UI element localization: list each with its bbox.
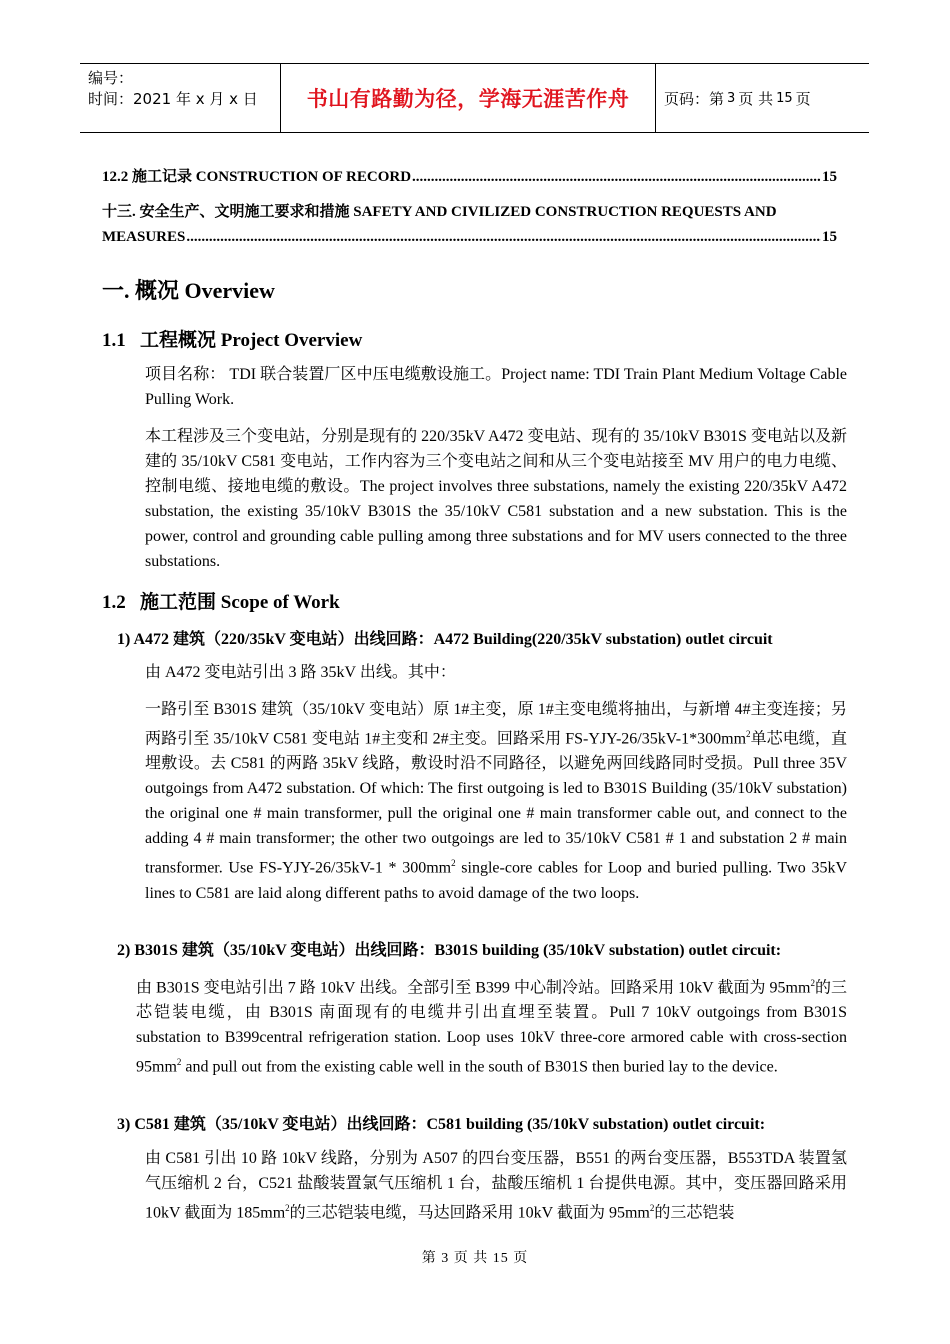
superscript: 2 <box>176 1057 182 1068</box>
item-heading-c581: 3) C581 建筑（35/10kV 变电站）出线回路：C581 building (35/10kV substation) outlet circuit: <box>117 1116 766 1133</box>
page-suffix: 页 <box>795 89 811 108</box>
subsection-title: 工程概况 Project Overview <box>140 330 363 351</box>
item-heading-b301s: 2) B301S 建筑（35/10kV 变电站）出线回路：B301S building (35/10kV substation) outlet circuit: <box>117 942 782 959</box>
subsection-number: 1.1 <box>102 330 126 351</box>
toc-entry-text-line1: 十三. 安全生产、文明施工要求和措施 SAFETY AND CIVILIZED CONSTRUCTION REQUESTS AND <box>102 204 777 220</box>
page-current: 3 <box>727 90 736 106</box>
text-run: single-core cables for Loop and buried pulling. Two 35kV lines to C581 are laid along different paths to avoid damage of the two loops. <box>145 859 847 902</box>
text-run: 由 C581 引出 10 路 10kV 线路，分别为 A507 的四台变压器，B551 的两台变压器，B553TDA 装置氢气压缩机 2 台，C521 盐酸装置氯气压缩机 1 台，盐酸压缩机 1 台提供电源。其中，变压器回路采用 10kV 截面为 185mm <box>145 1150 847 1222</box>
toc-entry-text: 12.2 施工记录 CONSTRUCTION OF RECORD <box>102 169 412 185</box>
paragraph-a472-detail <box>145 697 847 906</box>
page-total: 15 <box>776 90 793 106</box>
superscript: 2 <box>810 978 815 988</box>
superscript: 2 <box>649 1203 655 1213</box>
page-prefix: 页码：第 <box>664 89 725 108</box>
text-run: 的三芯铠装 <box>654 1204 735 1222</box>
toc-entry-13[interactable] <box>102 200 837 250</box>
paragraph-b301s-detail <box>136 971 847 1080</box>
toc-entry-12-2[interactable] <box>102 165 837 190</box>
toc-leader <box>412 165 821 190</box>
toc-entry-page: 15 <box>822 169 837 185</box>
text-run: 的三芯铠装电缆，马达回路采用 10kV 截面为 95mm <box>289 1204 650 1222</box>
superscript: 2 <box>451 858 456 869</box>
date-line: 时间：2021 年 x 月 x 日 <box>88 90 258 108</box>
text-run: 单芯电缆，直埋敷设。去 C581 的两路 35kV 线路，敷设时沿不同路径，以避免两回线路同时受损。Pull three 35V outgoings from A472 substation. Of which: The first outgoing is led to B301S Building (35/10kV substation) the original one # main transformer, pull the original one # main transformer cable out, and connect to the adding 4 # main transformer; the other two outgoings are led to 35/10kV C581 # 1 and substation 2 # main transformer. Use FS-YJY-26/35kV-1 * 300mm <box>145 730 847 877</box>
section-heading-overview: 一. 概况 Overview <box>102 278 275 303</box>
subsection-heading-1-1 <box>102 325 362 352</box>
text-run: 的三芯铠装电缆，由 B301S 南面现有的电缆井引出直埋至装置。Pull 7 10kV outgoings from B301S substation to B399central refrigeration station. Loop uses 10kV three-core armored cable with cross-section 95mm <box>136 979 847 1076</box>
header-meta <box>88 68 278 110</box>
subsection-number: 1.2 <box>102 592 126 613</box>
page-mid: 页 共 <box>738 89 774 108</box>
text-run: 由 B301S 变电站引出 7 路 10kV 出线。全部引至 B399 中心制冷站。回路采用 10kV 截面为 95mm <box>136 979 811 997</box>
paragraph-a472-intro: 由 A472 变电站引出 3 路 35kV 出线。其中： <box>145 664 456 681</box>
superscript: 2 <box>746 729 751 739</box>
paragraph-project-scope: 本工程涉及三个变电站，分别是现有的 220/35kV A472 变电站、现有的 35/10kV B301S 变电站以及新建的 35/10kV C581 变电站，工作内容为三个变电站之间和从三个变电站接至 MV 用户的电力电缆、控制电缆、接地电缆的敷设。The project involves three substations, namely the existing 220/35kV A472 substation, the existing 35/10kV B301S the 35/10kV C581 substation and a new substation. This is the power, control and grounding cable pulling among three substations and for MV users connected to the three substations. <box>145 428 847 570</box>
page-footer: 第 3 页 共 15 页 <box>421 1251 529 1266</box>
item-heading-a472: 1) A472 建筑（220/35kV 变电站）出线回路：A472 Building(220/35kV substation) outlet circuit <box>117 631 773 648</box>
toc-entry-page: 15 <box>822 229 837 245</box>
text-run: and pull out from the existing cable well in the south of B301S then buried lay to the device. <box>181 1058 778 1076</box>
paragraph-c581-detail <box>145 1146 847 1225</box>
toc-leader <box>186 225 821 250</box>
page-indicator <box>664 64 811 132</box>
serial-label: 编号： <box>88 69 134 87</box>
page-header <box>80 63 869 133</box>
subsection-title: 施工范围 Scope of Work <box>140 592 340 613</box>
subsection-heading-1-2 <box>102 587 340 614</box>
paragraph-project-name: 项目名称： TDI 联合装置厂区中压电缆敷设施工。Project name: TDI Train Plant Medium Voltage Cable Pulling Work. <box>145 366 847 408</box>
header-motto-cell <box>280 64 656 132</box>
motto: 书山有路勤为径，学海无涯苦作舟 <box>306 87 630 111</box>
text-run: 一路引至 B301S 建筑（35/10kV 变电站）原 1#主变，原 1#主变电缆将抽出，与新增 4#主变连接；另两路引至 35/10kV C581 变电站 1#主变和 2#主变。回路采用 FS-YJY-26/35kV-1*300mm <box>145 701 847 748</box>
toc-entry-text-line2: MEASURES <box>102 229 186 245</box>
superscript: 2 <box>285 1203 290 1213</box>
